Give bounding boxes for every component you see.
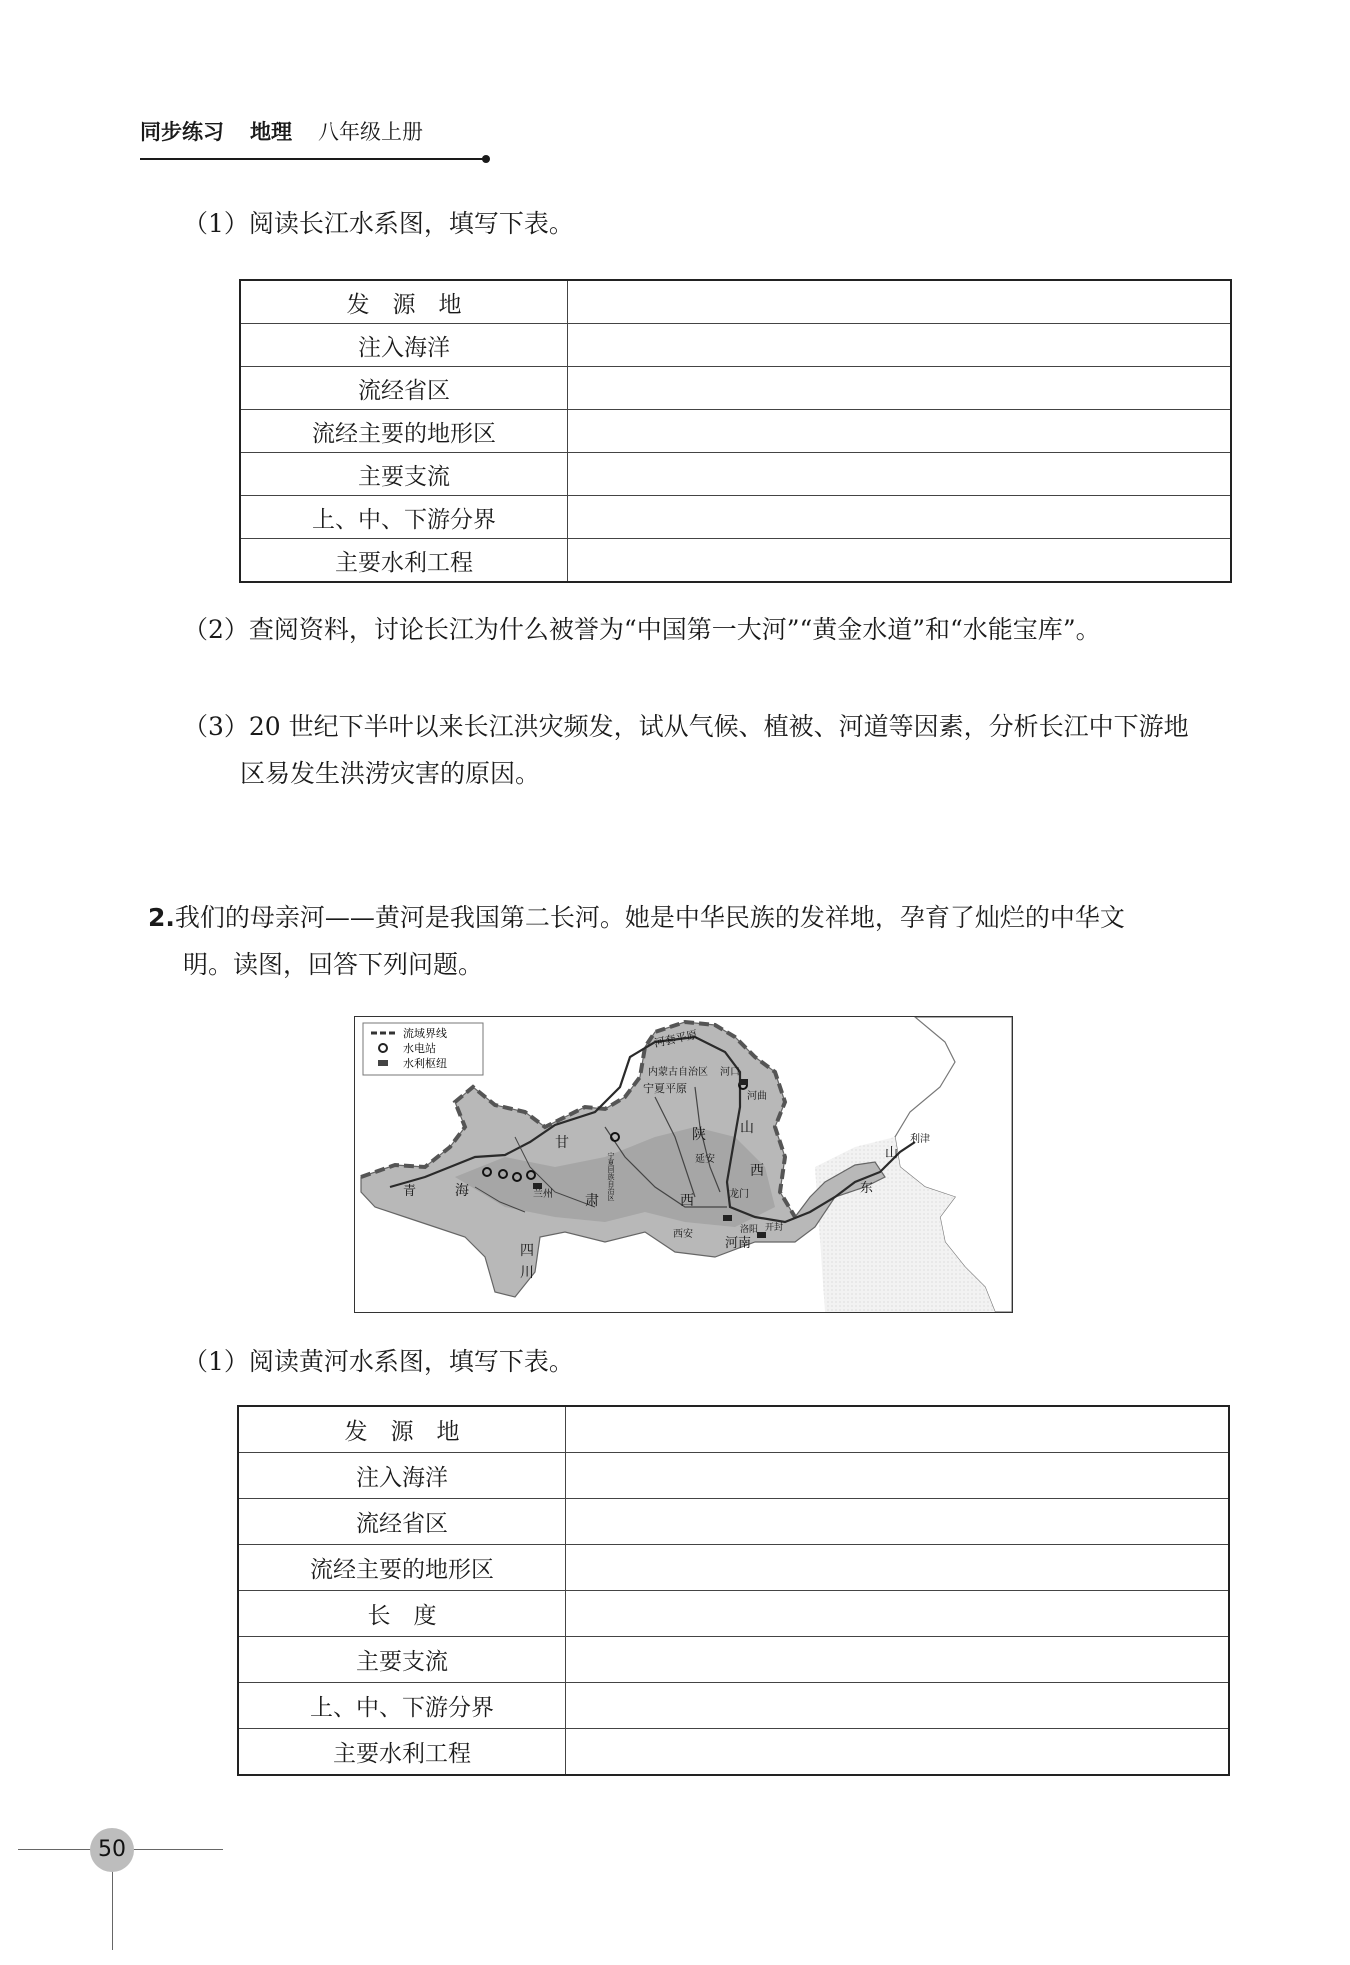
- map-label: 西安: [673, 1229, 693, 1240]
- row-label: 流经省区: [238, 1499, 566, 1545]
- answer-cell[interactable]: [566, 1683, 1230, 1729]
- legend-hub: 水利枢纽: [403, 1057, 447, 1070]
- q1-part2-text: （2）查阅资料，讨论长江为什么被誉为“中国第一大河”“黄金水道”和“水能宝库”。: [183, 615, 1101, 644]
- answer-cell[interactable]: [568, 324, 1232, 367]
- row-label: 上、中、下游分界: [240, 496, 568, 539]
- map-label: 西: [680, 1193, 694, 1209]
- map-label: 宁夏回族自治区: [607, 1152, 615, 1201]
- map-label: 兰州: [533, 1189, 553, 1200]
- row-label: 主要支流: [238, 1637, 566, 1683]
- table-row: [238, 1729, 1229, 1776]
- map-label: 东: [860, 1181, 874, 1196]
- table-row: [238, 1683, 1229, 1729]
- map-label: 龙门: [729, 1189, 749, 1200]
- answer-cell[interactable]: [568, 410, 1232, 453]
- table-row: [238, 1545, 1229, 1591]
- q1-part3-text-line2: 区易发生洪涝灾害的原因。: [240, 759, 541, 788]
- row-label: 注入海洋: [238, 1453, 566, 1499]
- legend-boundary: 流域界线: [403, 1027, 447, 1040]
- row-label: 主要水利工程: [238, 1729, 566, 1776]
- table-row: [240, 453, 1231, 496]
- table-row: [238, 1453, 1229, 1499]
- map-label: 洛阳: [740, 1225, 759, 1235]
- table-row: [240, 539, 1231, 583]
- yellow-river-map: [354, 1016, 1013, 1313]
- row-label: 注入海洋: [240, 324, 568, 367]
- map-label: 利津: [910, 1134, 930, 1145]
- map-label: 甘: [555, 1135, 569, 1151]
- map-label: 内蒙古自治区: [648, 1067, 708, 1078]
- map-label: 肃: [585, 1193, 599, 1209]
- map-label: 河口: [720, 1067, 740, 1078]
- legend-hydropower: 水电站: [403, 1042, 436, 1055]
- answer-cell[interactable]: [568, 453, 1232, 496]
- q1-part3-text-line1: （3）20 世纪下半叶以来长江洪灾频发，试从气候、植被、河道等因素，分析长江中下游地: [183, 712, 1189, 741]
- answer-cell[interactable]: [568, 496, 1232, 539]
- map-label: 延安: [695, 1154, 715, 1165]
- row-label: 流经主要的地形区: [240, 410, 568, 453]
- running-header: [140, 116, 423, 146]
- row-label: 上、中、下游分界: [238, 1683, 566, 1729]
- q2-intro-text1: 我们的母亲河——黄河是我国第二长河。她是中华民族的发祥地，孕育了灿烂的中华文: [174, 903, 1125, 932]
- table-row: [240, 496, 1231, 539]
- map-label: 海: [455, 1183, 469, 1199]
- footer-rule-vertical: [112, 1870, 113, 1950]
- row-label: 发 源 地: [240, 280, 568, 324]
- yangtze-answer-table: [239, 279, 1232, 583]
- answer-cell[interactable]: [566, 1406, 1230, 1453]
- q1-part1-text: （1）阅读长江水系图，填写下表。: [183, 209, 574, 238]
- table-row: [240, 324, 1231, 367]
- table-row: [240, 280, 1231, 324]
- map-label: 河曲: [747, 1091, 767, 1102]
- map-label: 川: [520, 1265, 534, 1281]
- map-label: 宁夏平原: [643, 1082, 687, 1095]
- answer-cell[interactable]: [568, 280, 1232, 324]
- map-label: 陕: [692, 1127, 706, 1143]
- map-label: 河套平原: [652, 1028, 699, 1050]
- table-row: [240, 367, 1231, 410]
- yellow-river-answer-table: [237, 1405, 1230, 1776]
- q2-intro-line1: [148, 901, 1125, 935]
- header-rule: [140, 158, 485, 160]
- map-label: 山: [740, 1120, 754, 1136]
- map-label: 四: [520, 1243, 534, 1259]
- row-label: 主要支流: [240, 453, 568, 496]
- answer-cell[interactable]: [566, 1499, 1230, 1545]
- map-label: 开封: [765, 1223, 784, 1233]
- row-label: 流经省区: [240, 367, 568, 410]
- row-label: 主要水利工程: [240, 539, 568, 583]
- answer-cell[interactable]: [568, 367, 1232, 410]
- header-series: 同步练习: [140, 120, 224, 144]
- question-number: 2.: [148, 903, 175, 932]
- table-row: [238, 1591, 1229, 1637]
- table-row: [238, 1406, 1229, 1453]
- table-row: [240, 410, 1231, 453]
- header-subject: 地理: [250, 120, 292, 144]
- answer-cell[interactable]: [566, 1591, 1230, 1637]
- answer-cell[interactable]: [568, 539, 1232, 583]
- q2-intro-line2: 明。读图，回答下列问题。: [183, 950, 484, 979]
- map-label: 河南: [725, 1236, 752, 1251]
- map-label: 西: [750, 1163, 764, 1179]
- row-label: 发 源 地: [238, 1406, 566, 1453]
- answer-cell[interactable]: [566, 1729, 1230, 1776]
- answer-cell[interactable]: [566, 1637, 1230, 1683]
- answer-cell[interactable]: [566, 1453, 1230, 1499]
- page-number: 50: [90, 1828, 134, 1872]
- answer-cell[interactable]: [566, 1545, 1230, 1591]
- row-label: 长 度: [238, 1591, 566, 1637]
- header-dot: [482, 155, 490, 163]
- table-row: [238, 1637, 1229, 1683]
- header-grade: 八年级上册: [318, 120, 423, 144]
- table-row: [238, 1499, 1229, 1545]
- map-label: 青: [403, 1184, 417, 1199]
- map-label: 山: [885, 1146, 899, 1161]
- row-label: 流经主要的地形区: [238, 1545, 566, 1591]
- q2-part1-text: （1）阅读黄河水系图，填写下表。: [183, 1347, 574, 1376]
